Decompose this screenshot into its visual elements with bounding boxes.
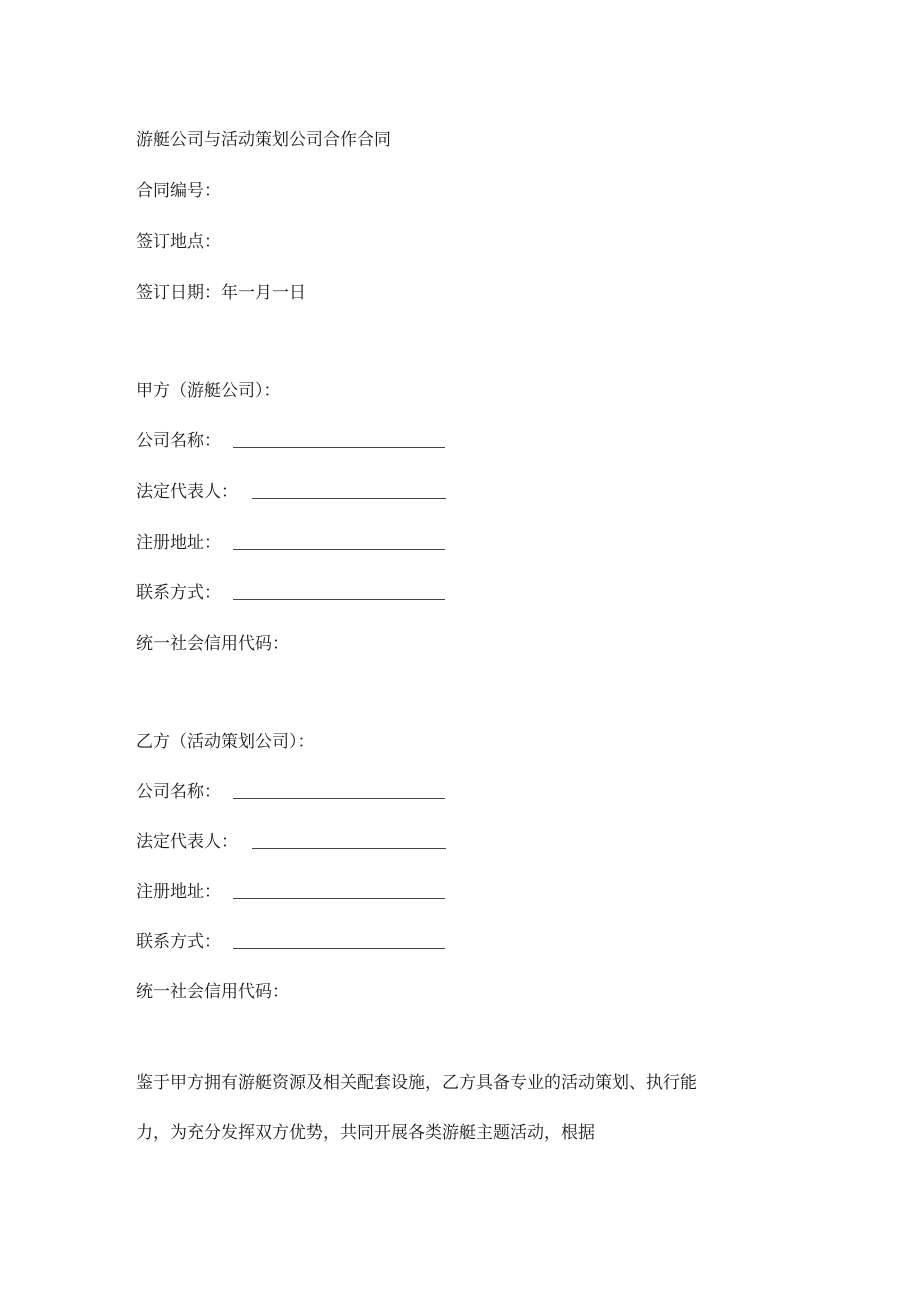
- party-a-company-name-blank: [233, 447, 445, 448]
- party-a-legal-rep-blank: [252, 498, 446, 499]
- preamble-line-1: 鉴于甲方拥有游艇资源及相关配套设施，乙方具备专业的活动策划、执行能: [136, 1073, 697, 1093]
- contract-title: 游艇公司与活动策划公司合作合同: [136, 130, 391, 150]
- party-b-company-name-blank: [233, 798, 445, 799]
- preamble-line-2: 力，为充分发挥双方优势，共同开展各类游艇主题活动，根据: [136, 1123, 595, 1143]
- party-a-heading: 甲方（游艇公司）：: [136, 381, 281, 401]
- party-a-address-label: 注册地址：: [136, 533, 221, 553]
- sign-date-label: 签订日期：年一月一日: [136, 283, 306, 303]
- party-a-legal-rep-label: 法定代表人：: [136, 482, 238, 502]
- party-b-address-field: [136, 881, 445, 903]
- party-b-contact-field: [136, 931, 445, 953]
- party-b-contact-label: 联系方式：: [136, 932, 221, 952]
- contract-number-label: 合同编号：: [136, 181, 221, 201]
- party-a-contact-field: [136, 582, 445, 604]
- party-a-legal-rep-field: [136, 481, 446, 503]
- party-b-company-name-field: [136, 781, 445, 803]
- party-b-address-label: 注册地址：: [136, 882, 221, 902]
- party-a-contact-label: 联系方式：: [136, 583, 221, 603]
- party-b-heading: 乙方（活动策划公司）：: [136, 732, 315, 752]
- party-b-contact-blank: [233, 948, 445, 949]
- preamble-paragraph: [136, 1058, 776, 1158]
- party-b-company-name-label: 公司名称：: [136, 782, 221, 802]
- party-b-legal-rep-field: [136, 831, 446, 853]
- party-a-company-name-field: [136, 430, 445, 452]
- party-b-address-blank: [233, 898, 445, 899]
- sign-place-label: 签订地点：: [136, 232, 221, 252]
- party-b-credit-code-label: 统一社会信用代码：: [136, 982, 289, 1002]
- party-b-legal-rep-blank: [252, 848, 446, 849]
- party-a-credit-code-label: 统一社会信用代码：: [136, 634, 289, 654]
- party-b-legal-rep-label: 法定代表人：: [136, 832, 238, 852]
- party-a-contact-blank: [233, 599, 445, 600]
- party-a-address-field: [136, 532, 445, 554]
- party-a-address-blank: [233, 549, 445, 550]
- party-a-company-name-label: 公司名称：: [136, 431, 221, 451]
